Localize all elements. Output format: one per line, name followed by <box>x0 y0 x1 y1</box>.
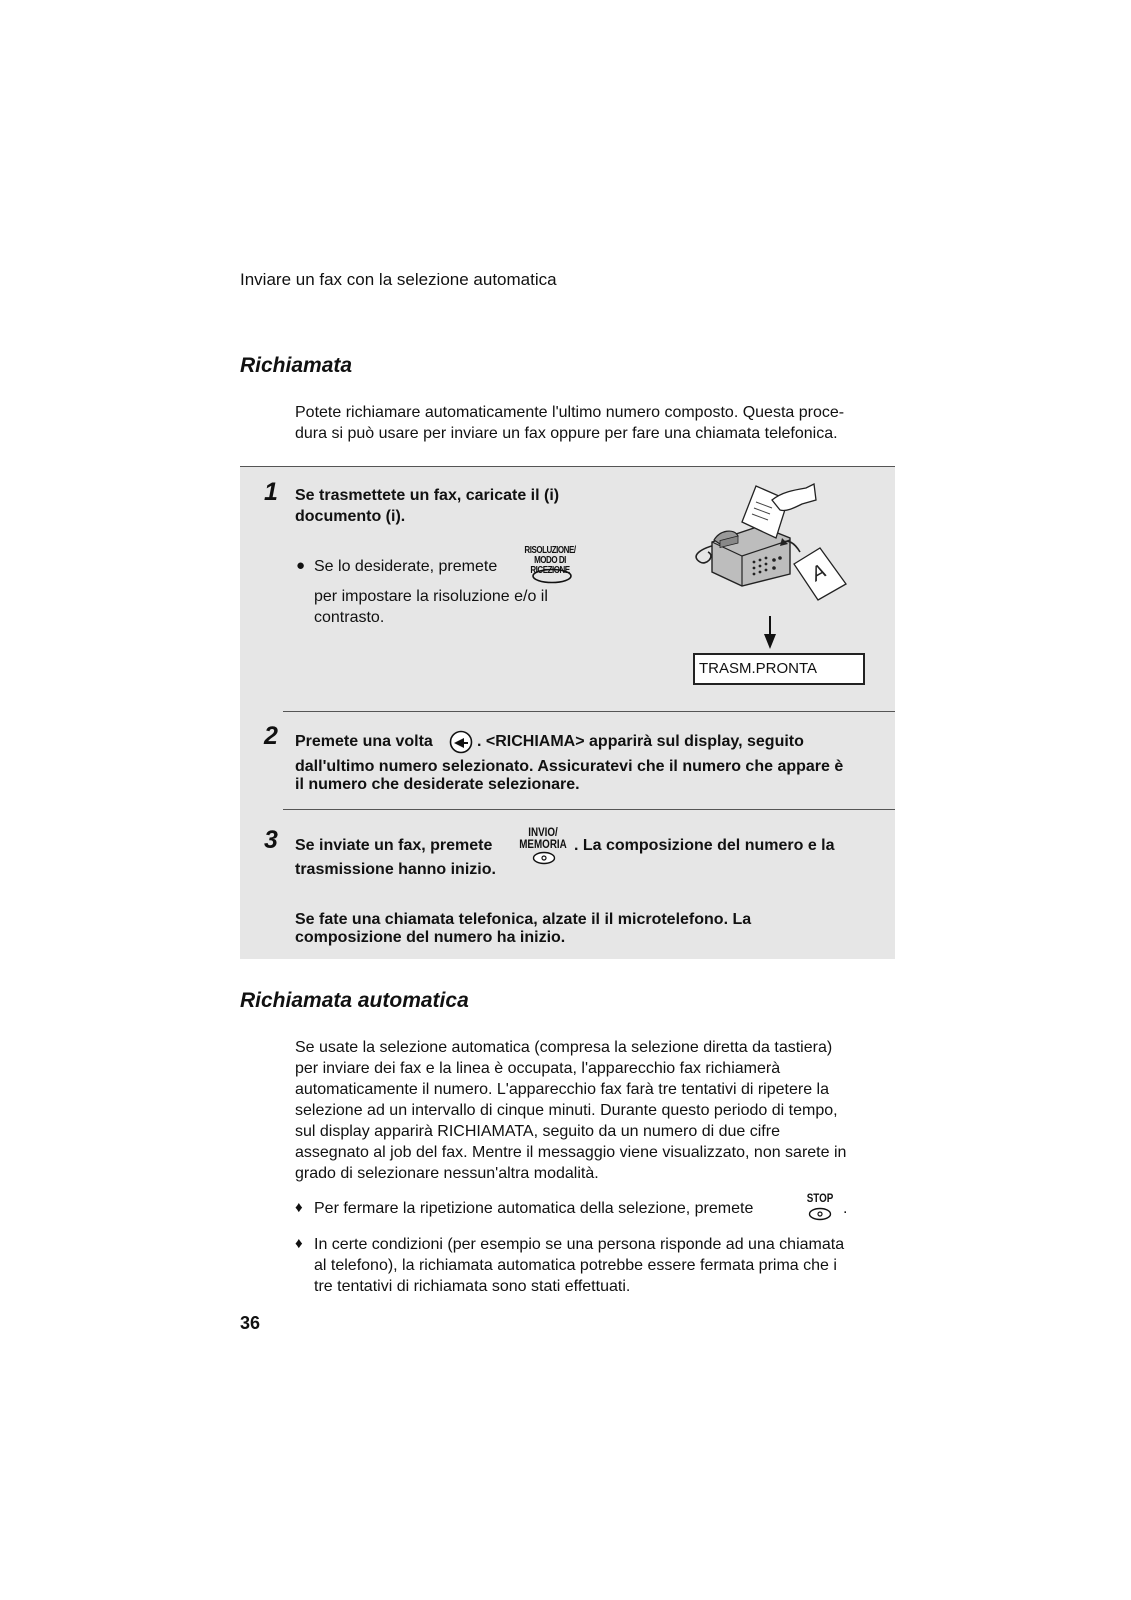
section-title-richiamata-automatica: Richiamata automatica <box>240 989 469 1012</box>
step3-phone-line-2: composizione del numero ha inizio. <box>295 929 566 946</box>
bullet-dot-icon: ● <box>296 557 306 574</box>
step-number-3: 3 <box>264 826 278 854</box>
auto-bullet-2-line-2: al telefono), la richiamata automatica potrebbe essere fermata prima che i <box>314 1257 837 1274</box>
step1-bullet-line-2: per impostare la risoluzione e/o il <box>314 588 548 605</box>
redial-button-icon <box>449 730 473 754</box>
auto-para-line-4: selezione ad un intervallo di cinque minuti. Durante questo periodo di tempo, <box>295 1102 838 1119</box>
step3-suffix: . La composizione del numero e la <box>574 837 835 854</box>
step3-phone-line-1: Se fate una chiamata telefonica, alzate il il microtelefono. La <box>295 911 752 928</box>
auto-bullet-1-end: . <box>843 1200 848 1217</box>
send-memory-button-icon <box>532 851 556 865</box>
auto-para-line-5: sul display apparirà RICHIAMATA, seguito da un numero di due cifre <box>295 1123 780 1140</box>
stop-button-icon <box>808 1207 832 1221</box>
step3-prefix: Se inviate un fax, premete <box>295 837 493 854</box>
step2-line-2: dall'ultimo numero selezionato. Assicuratevi che il numero che appare è <box>295 758 844 775</box>
auto-bullet-1-text: Per fermare la ripetizione automatica della selezione, premete <box>314 1200 754 1217</box>
intro-line-2: dura si può usare per inviare un fax oppure per fare una chiamata telefonica. <box>295 425 838 442</box>
running-header: Inviare un fax con la selezione automatica <box>240 270 557 289</box>
diamond-bullet-icon: ♦ <box>295 1235 303 1252</box>
step3-line-2: trasmissione hanno inizio. <box>295 861 496 878</box>
step1-line-2: documento (i). <box>295 508 406 525</box>
resolution-button-label: RISOLUZIONE/ MODO DI RICEZIONE <box>524 545 576 576</box>
auto-bullet-2-line-1: In certe condizioni (per esempio se una persona risponde ad una chiamata <box>314 1236 845 1253</box>
step-divider-2 <box>283 809 895 810</box>
page-number: 36 <box>240 1313 261 1333</box>
diamond-bullet-icon: ♦ <box>295 1199 303 1216</box>
stop-button-label: STOP <box>806 1191 834 1205</box>
auto-para-line-3: automaticamente il numero. L'apparecchio fax farà tre tentativi di ripetere la <box>295 1081 829 1098</box>
step-divider-1 <box>283 711 895 712</box>
step2-suffix: . <RICHIAMA> apparirà sul display, seguito <box>477 733 804 750</box>
lcd-display-readout: TRASM.PRONTA <box>693 653 865 685</box>
step1-bullet-prefix: Se lo desiderate, premete <box>314 558 498 575</box>
svg-text:A: A <box>807 560 831 586</box>
auto-para-line-2: per inviare dei fax e la linea è occupata, l'apparecchio fax richiamerà <box>295 1060 781 1077</box>
auto-para-line-6: assegnato al job del fax. Mentre il messaggio viene visualizzato, non sarete in <box>295 1144 847 1161</box>
auto-para-line-1: Se usate la selezione automatica (compresa la selezione diretta da tastiera) <box>295 1039 833 1056</box>
step2-prefix: Premete una volta <box>295 733 433 750</box>
step-number-1: 1 <box>264 478 278 506</box>
step2-line-3: il numero che desiderate selezionare. <box>295 776 580 793</box>
send-memory-button-label: INVIO/ MEMORIA <box>519 825 567 851</box>
down-arrow-icon <box>763 616 777 650</box>
intro-line-1: Potete richiamare automaticamente l'ultimo numero composto. Questa proce- <box>295 404 845 421</box>
step1-bullet-line-3: contrasto. <box>314 609 385 626</box>
step-number-2: 2 <box>264 722 278 750</box>
auto-para-line-7: grado di selezionare nessun'altra modalità. <box>295 1165 599 1182</box>
steps-top-rule <box>240 466 895 467</box>
fax-loading-illustration <box>690 482 860 632</box>
step1-line-1: Se trasmettete un fax, caricate il (i) <box>295 487 560 504</box>
resolution-button-icon <box>530 568 574 584</box>
section-title-richiamata: Richiamata <box>240 354 353 377</box>
auto-bullet-2-line-3: tre tentativi di richiamata sono stati effettuati. <box>314 1278 631 1295</box>
